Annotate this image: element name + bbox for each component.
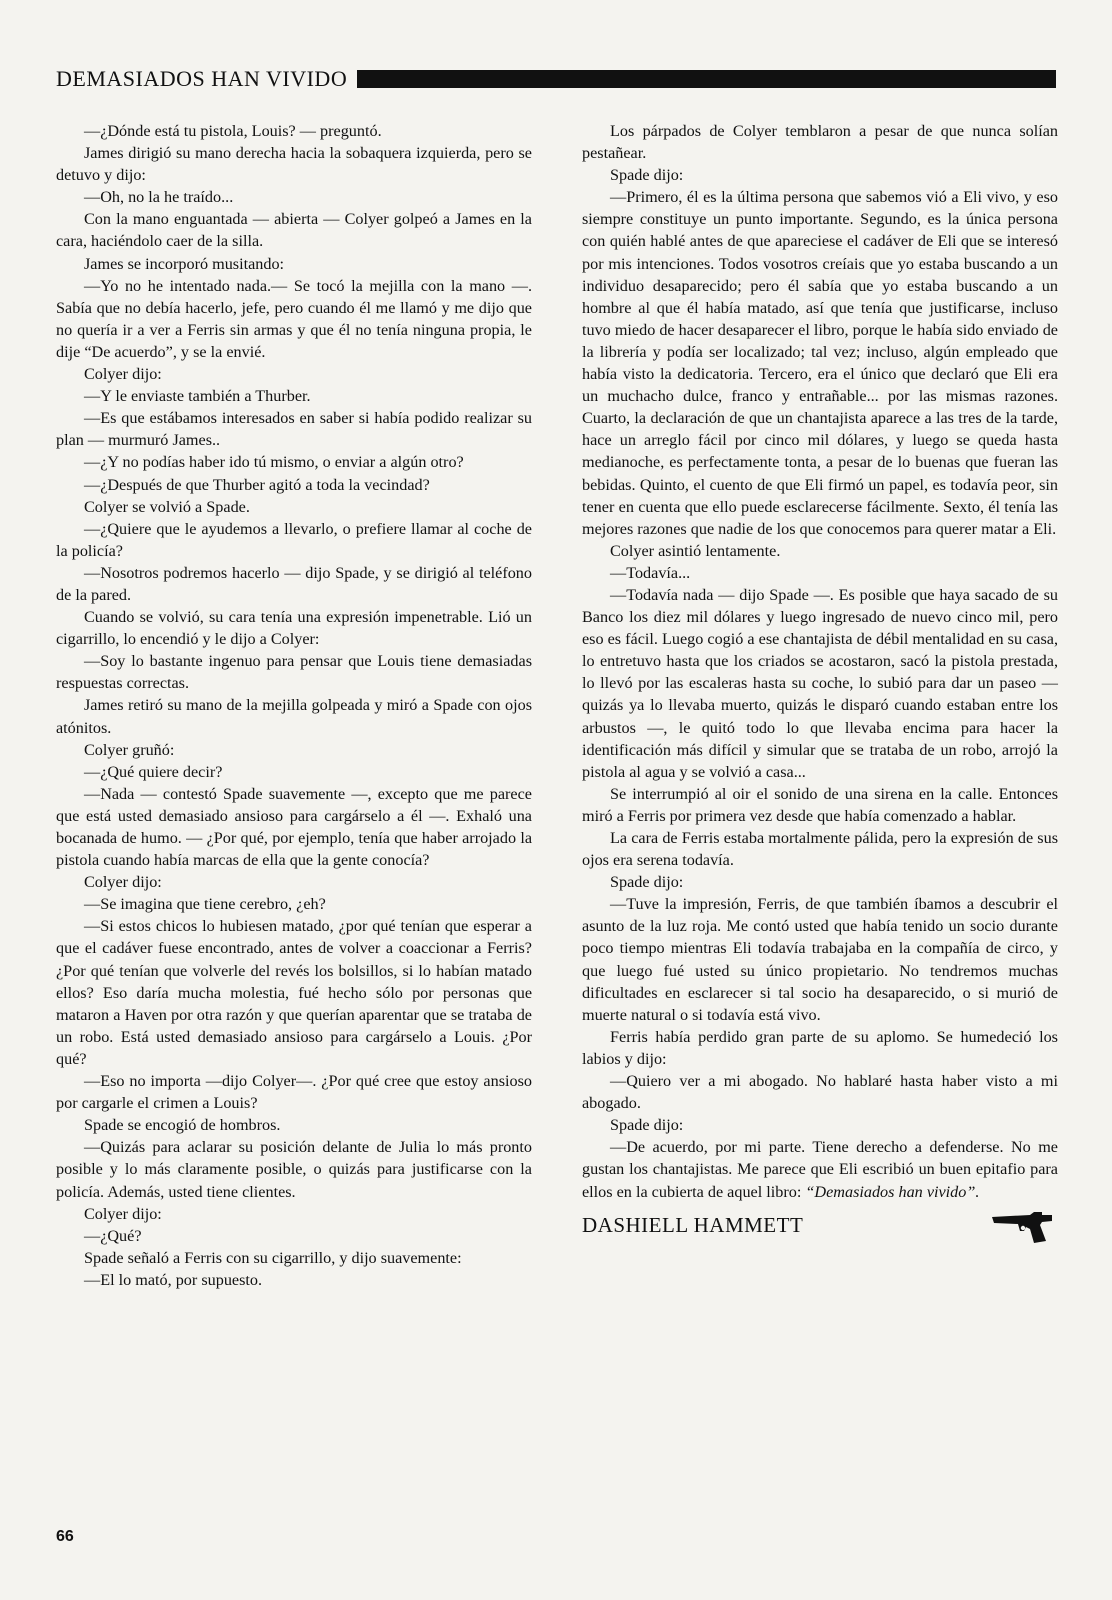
paragraph: Spade dijo: (610, 166, 684, 185)
paragraph: Colyer asintió lentamente. (610, 541, 781, 560)
paragraph: James dirigió su mano derecha hacia la sobaquera izquierda, pero se detuvo y dijo: (56, 144, 532, 185)
paragraph: Colyer dijo: (84, 873, 162, 892)
page-number: 66 (56, 1528, 74, 1545)
paragraph: —El lo mató, por supuesto. (84, 1270, 263, 1289)
author-signature-row (582, 1205, 1058, 1245)
paragraph: —¿Quiere que le ayudemos a llevarlo, o prefiere llamar al coche de la policía? (56, 519, 532, 560)
revolver-icon (990, 1205, 1056, 1245)
paragraph: James retiró su mano de la mejilla golpeada y miró a Spade con ojos atónitos. (56, 696, 532, 737)
paragraph: —¿Dónde está tu pistola, Louis? — preguntó. (84, 122, 382, 140)
paragraph: Spade se encogió de hombros. (84, 1116, 281, 1135)
paragraph: Cuando se volvió, su cara tenía una expresión impenetrable. Lió un cigarrillo, lo encendió y le dijo a Colyer: (56, 608, 532, 649)
header-title: DEMASIADOS HAN VIVIDO (56, 66, 348, 91)
paragraph: Ferris había perdido gran parte de su aplomo. Se humedeció los labios y dijo: (582, 1027, 1058, 1068)
paragraph: Con la mano enguantada — abierta — Colyer golpeó a James en la cara, haciéndolo caer de la silla. (56, 210, 532, 251)
paragraph: —Si estos chicos lo hubiesen matado, ¿por qué tenían que esperar a que el cadáver fuese encontrado, antes de volver a coaccionar a Ferris? ¿Por qué tenían que volverle del revés los bolsillos, si lo habían matado ellos? Eso daría mucha molestia, fué hecho sólo por personas que mataron a Haven por otra razón y que querían aparentar que se trataba de un robo. Está usted demasiado ansioso para cargárselo a Louis. ¿Por qué? (56, 917, 532, 1068)
paragraph: James se incorporó musitando: (84, 254, 285, 273)
paragraph: Colyer se volvió a Spade. (84, 497, 250, 516)
paragraph: —De acuerdo, por mi parte. Tiene derecho a defenderse. No me gustan los chantajistas. Me parece que Eli escribió un buen epitafio para ellos en la cubierta de aquel libro: “Demasiados han vivido”. (582, 1138, 1058, 1201)
paragraph: —Quiero ver a mi abogado. No hablaré hasta haber visto a mi abogado. (582, 1072, 1058, 1113)
left-column (56, 120, 532, 1291)
paragraph: Spade dijo: (610, 873, 684, 892)
paragraph: —Quizás para aclarar su posición delante de Julia lo más pronto posible y lo más claramente posible, o quizás para justificarse con la policía. Además, usted tiene clientes. (56, 1138, 532, 1201)
paragraph: Colyer dijo: (84, 1204, 162, 1223)
paragraph: —¿Y no podías haber ido tú mismo, o enviar a algún otro? (84, 453, 464, 472)
paragraph: —¿Qué quiere decir? (84, 762, 223, 781)
paragraph: —Oh, no la he traído... (84, 188, 234, 207)
paragraph: Los párpados de Colyer temblaron a pesar de que nunca solían pestañear. (582, 122, 1058, 163)
paragraph: —¿Qué? (84, 1226, 142, 1245)
paragraph: Spade señaló a Ferris con su cigarrillo, y dijo suavemente: (84, 1248, 462, 1267)
paragraph: —Tuve la impresión, Ferris, de que también íbamos a descubrir el asunto de la luz roja. Me contó usted que había tenido un socio durante poco tiempo mientras Eli todavía trabajaba en la compañía de circo, y que luego fué usted su único propietario. No tendremos muchas dificultades en esclarecer si tal socio ha desaparecido, o si murió de muerte natural o si todavía está vivo. (582, 895, 1058, 1024)
paragraph: —Soy lo bastante ingenuo para pensar que Louis tiene demasiadas respuestas correctas. (56, 652, 532, 693)
paragraph: —Se imagina que tiene cerebro, ¿eh? (84, 895, 326, 914)
header-bar (357, 70, 1056, 88)
paragraph: —Y le enviaste también a Thurber. (84, 387, 311, 406)
paragraph: —Yo no he intentado nada.— Se tocó la mejilla con la mano —. Sabía que no debía hacerlo, jefe, pero cuando él me llamó y me dijo que no quería ir a ver a Ferris sin armas y que él no tenía ninguna propia, le dije “De acuerdo”, y se la envié. (56, 276, 532, 361)
page-header (56, 64, 1056, 94)
paragraph: Spade dijo: (610, 1116, 684, 1135)
paragraph: —Todavía nada — dijo Spade —. Es posible que haya sacado de su Banco los diez mil dólares y luego ingresado de nuevo cinco mil, pero eso es fácil. Luego cogió a ese chantajista de débil mentalidad en su casa, lo entretuvo hasta que los criados se acostaron, sacó la pistola prestada, lo llevó por las escaleras hasta su coche, lo subió para dar un paseo —quizás ya lo llevaba muerto, quizás le disparó cuando estaban entre los arbustos —, le quitó todo lo que llevaba encima para hacer la identificación más difícil y simular que se trataba de un robo, arrojó la pistola al agua y se volvió a casa... (582, 585, 1058, 781)
paragraph: —¿Después de que Thurber agitó a toda la vecindad? (84, 475, 430, 494)
paragraph: Colyer gruñó: (84, 740, 175, 759)
paragraph: —Nada — contestó Spade suavemente —, excepto que me parece que está usted demasiado ansioso para cargárselo a él —. Exhaló una bocanada de humo. — ¿Por qué, por ejemplo, tenía que haber arrojado la pistola cuando había marcas de ella que la gente conocía? (56, 784, 532, 870)
paragraph: Se interrumpió al oir el sonido de una sirena en la calle. Entonces miró a Ferris por primera vez desde que había comenzado a hablar. (582, 784, 1058, 825)
author-signature: DASHIELL HAMMETT (582, 1212, 804, 1237)
paragraph: —Es que estábamos interesados en saber si había podido realizar su plan — murmuró James.. (56, 409, 532, 450)
paragraph: —Primero, él es la última persona que sabemos vió a Eli vivo, y eso siempre constituye un punto importante. Segundo, es la única persona con quién hablé antes de que apareciese el cadáver de Eli que se interesó por mis intenciones. Todos vosotros creíais que yo estaba buscando a un individuo desaparecido; pero él sabía que yo estaba buscando a un hombre al que él había matado, así que tenía que justificarse, incluso tuvo miedo de hacer desaparecer el libro, porque le había sido enviado de la librería y podía ser localizado; tal vez; incluso, algún empleado que había visto la dedicatoria. Tercero, era el único que declaró que Eli era un muchacho dulce, franco y entrañable... por las mismas razones. Cuarto, la declaración de que un chantajista aparece a las tres de la tarde, hace un arreglo fácil por cinco mil dólares, y luego se queda hasta medianoche, es perfectamente tonta, a pesar de lo buenas que fueran las bebidas. Quinto, el cuento de que Eli firmó un papel, es todavía peor, sin tener en cuenta que ello puede esclarecerse fácilmente. Sexto, él tenía las mejores razones que nadie de los que conocemos para querer matar a Eli. (582, 188, 1058, 538)
paragraph: La cara de Ferris estaba mortalmente pálida, pero la expresión de sus ojos era serena todavía. (582, 829, 1058, 870)
paragraph: —Nosotros podremos hacerlo — dijo Spade, y se dirigió al teléfono de la pared. (56, 563, 532, 604)
paragraph: —Eso no importa —dijo Colyer—. ¿Por qué cree que estoy ansioso por cargarle el crimen a Louis? (56, 1072, 532, 1113)
paragraph: —Todavía... (610, 563, 691, 582)
closing-quote: “Demasiados han vivido”. (805, 1182, 980, 1201)
paragraph: Colyer dijo: (84, 365, 162, 384)
right-column (582, 120, 1058, 1245)
